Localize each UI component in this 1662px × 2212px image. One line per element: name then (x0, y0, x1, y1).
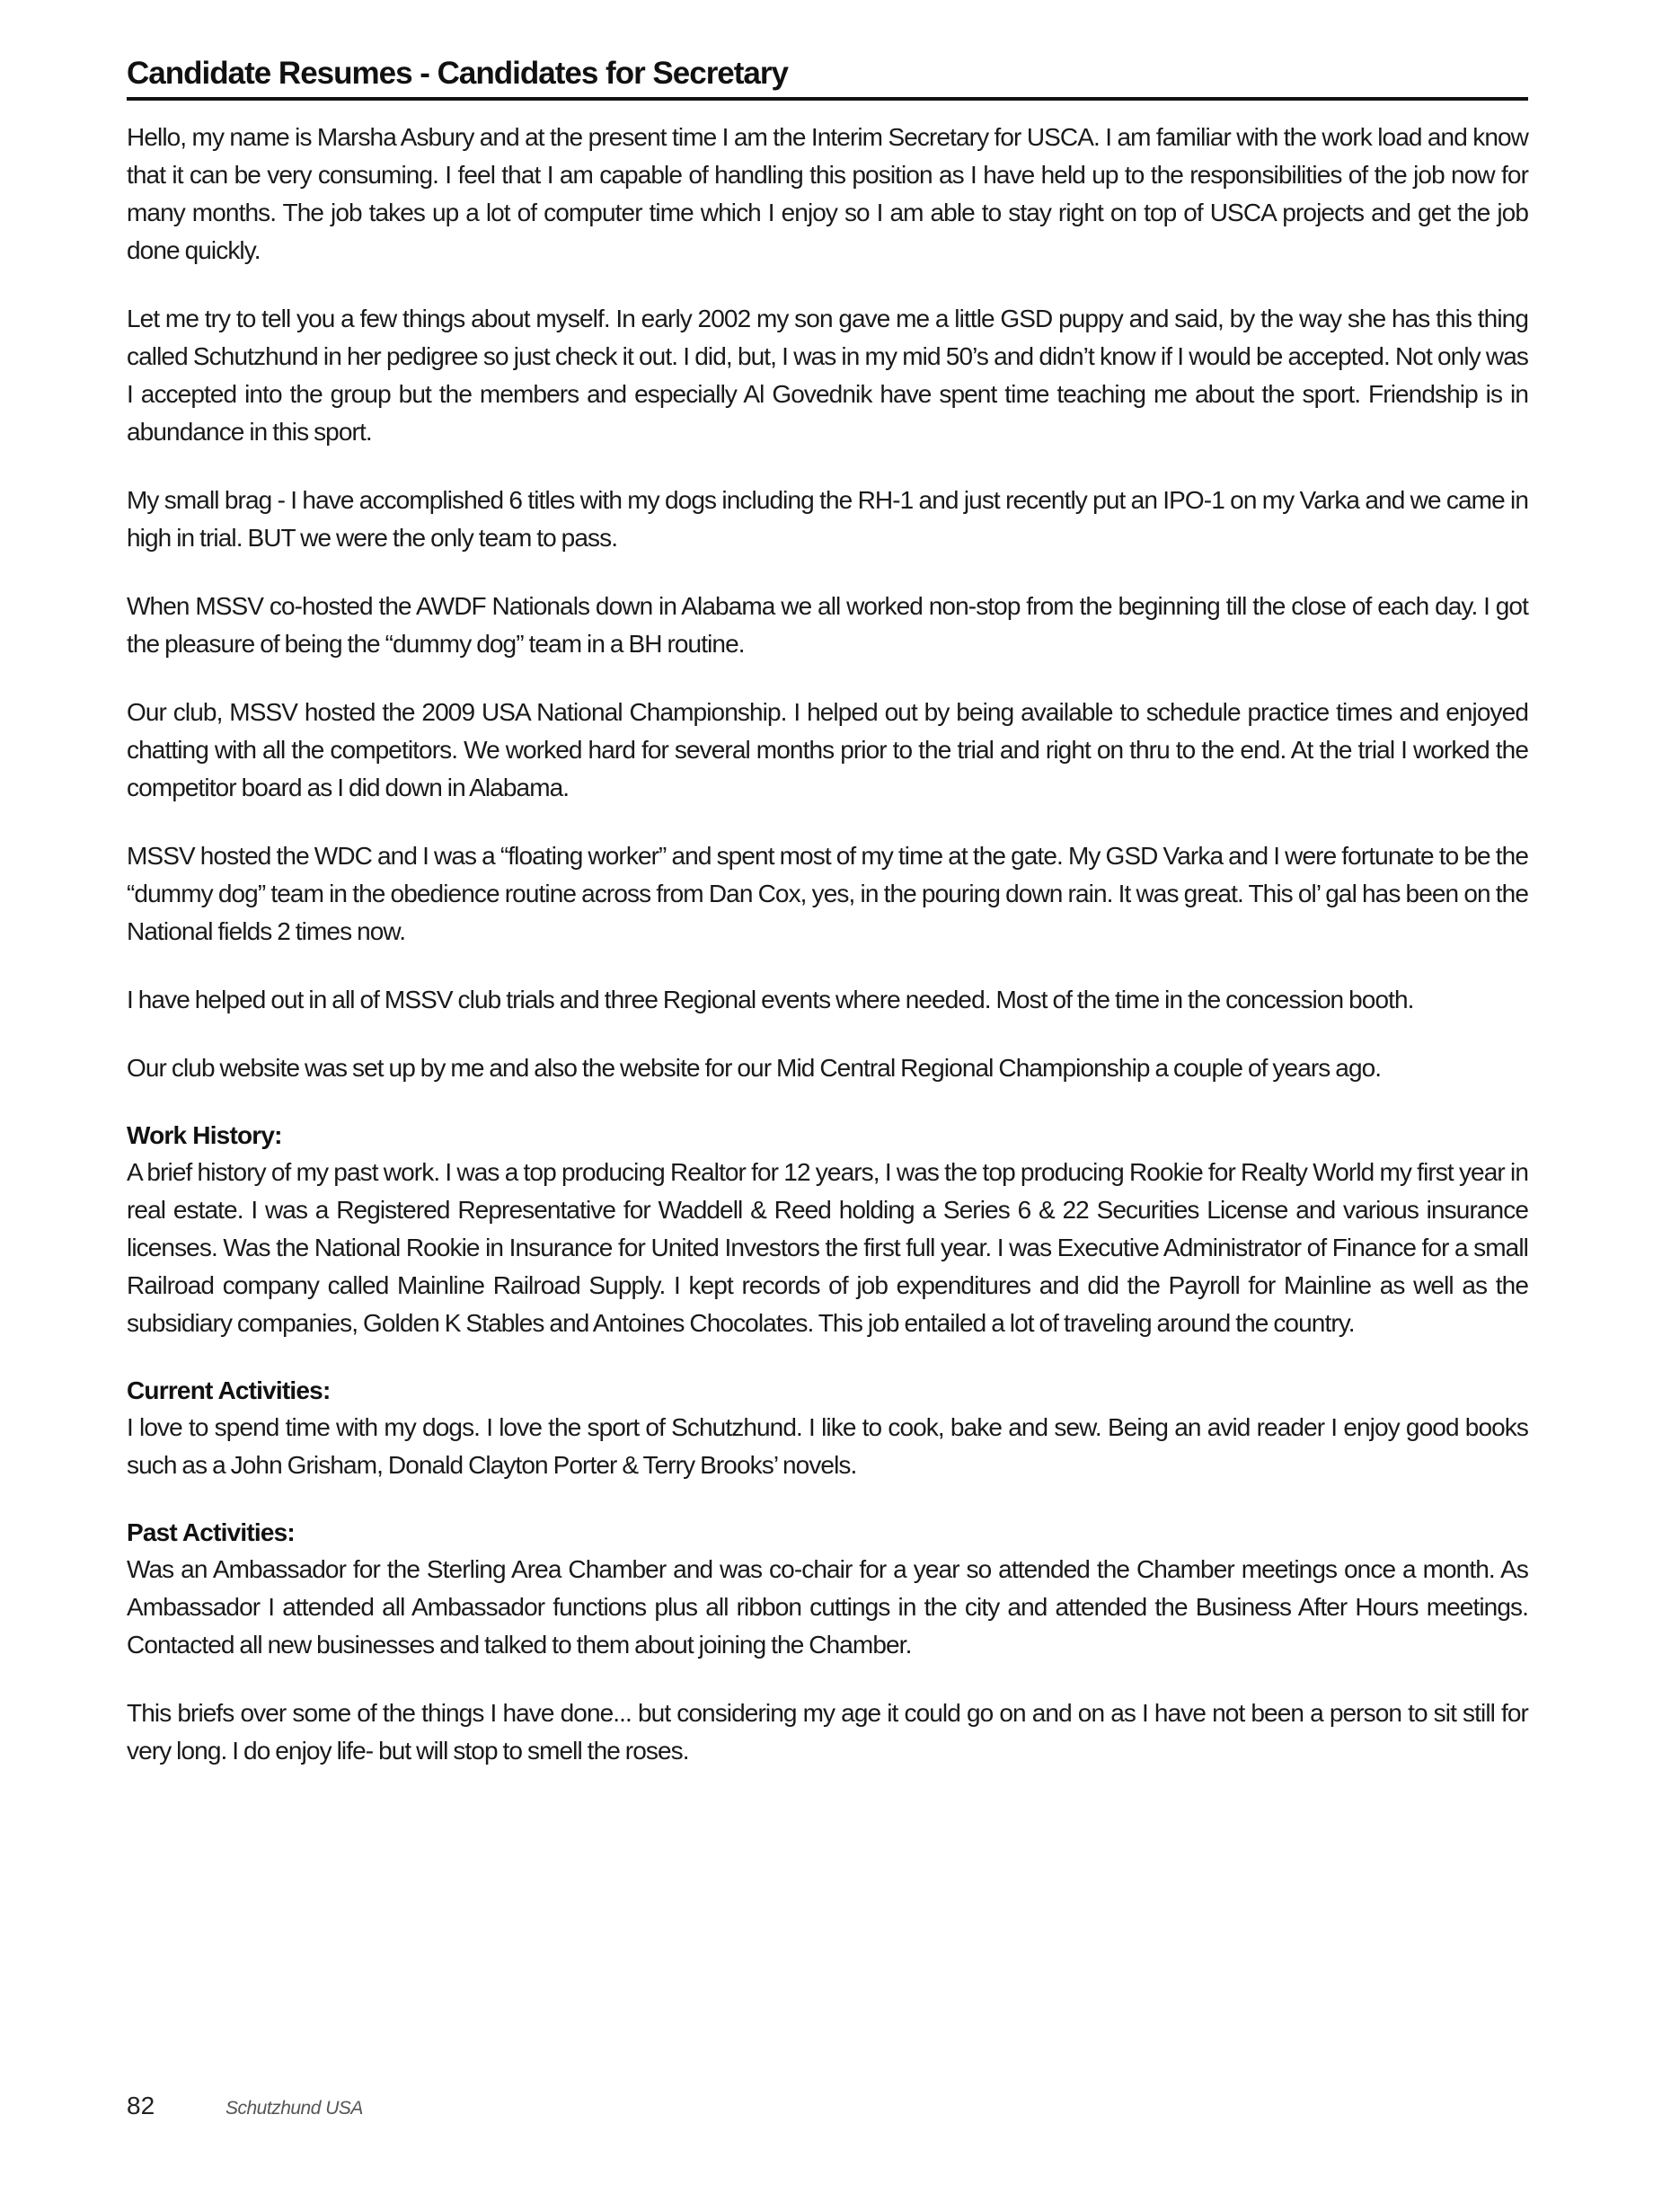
section-heading: Past Activities: (127, 1518, 295, 1546)
section-past-activities (127, 1515, 1528, 1664)
paragraph-brag: My small brag - I have accomplished 6 titles with my dogs including the RH-1 and just recently put an IPO-1 on my Varka and we came in high in trial. BUT we were the only team to pass. (127, 486, 1528, 552)
section-body: I love to spend time with my dogs. I love the sport of Schutzhund. I like to cook, bake and sew. Being an avid reader I enjoy good books such as a John Grisham, Donald Clayton Porter & Terry Brooks’ novels. (127, 1413, 1528, 1479)
section-body: A brief history of my past work. I was a top producing Realtor for 12 years, I was the top producing Rookie for Realty World my first year in real estate. I was a Registered Representative for Waddell & Reed holding a Series 6 & 22 Securities License and various insurance licenses. Was the National Rookie in Insurance for United Investors the first full year. I was Executive Administrator of Finance for a small Railroad company called Mainline Railroad Supply. I kept records of job expenditures and did the Payroll for Mainline as well as the subsidiary companies, Golden K Stables and Antoines Chocolates. This job entailed a lot of traveling around the country. (127, 1158, 1528, 1337)
paragraph-wdc: MSSV hosted the WDC and I was a “floating worker” and spent most of my time at the gate. My GSD Varka and I were fortunate to be the “dummy dog” team in the obedience routine across from Dan Cox, yes, in the pouring down rain. It was great. This ol’ gal has been on the National fields 2 times now. (127, 842, 1528, 945)
page-number: 82 (127, 2092, 155, 2119)
paragraph-website: Our club website was set up by me and also the website for our Mid Central Regional Championship a couple of years ago. (127, 1054, 1382, 1082)
title-rule (127, 97, 1528, 101)
section-heading: Work History: (127, 1121, 282, 1149)
paragraph-closing: This briefs over some of the things I have done... but considering my age it could go on and on as I have not been a person to sit still for very long. I do enjoy life- but will stop to smell the roses. (127, 1699, 1528, 1765)
paragraph-awdf: When MSSV co-hosted the AWDF Nationals down in Alabama we all worked non-stop from the beginning till the close of each day. I got the pleasure of being the “dummy dog” team in a BH routine. (127, 592, 1528, 658)
publication-name: Schutzhund USA (225, 2098, 363, 2119)
paragraph-about: Let me try to tell you a few things about myself. In early 2002 my son gave me a little GSD puppy and said, by the way she has this thing called Schutzhund in her pedigree so just check it out. I did, but, I was in my mid 50’s and didn’t know if I would be accepted. Not only was I accepted into the group but the members and especially Al Govednik have spent time teaching me about the sport. Friendship is in abundance in this sport. (127, 305, 1528, 446)
section-heading: Current Activities: (127, 1376, 331, 1404)
page-title: Candidate Resumes - Candidates for Secretary (127, 56, 788, 91)
paragraph-nationals: Our club, MSSV hosted the 2009 USA National Championship. I helped out by being available to schedule practice times and enjoyed chatting with all the competitors. We worked hard for several months prior to the trial and right on thru to the end. At the trial I worked the competitor board as I did down in Alabama. (127, 698, 1528, 801)
section-body: Was an Ambassador for the Sterling Area Chamber and was co-chair for a year so attended the Chamber meetings once a month. As Ambassador I attended all Ambassador functions plus all ribbon cuttings in the city and attended the Business After Hours meetings. Contacted all new businesses and talked to them about joining the Chamber. (127, 1555, 1528, 1659)
section-current-activities (127, 1373, 1528, 1484)
paragraph-trials: I have helped out in all of MSSV club trials and three Regional events where needed. Most of the time in the concession booth. (127, 986, 1414, 1013)
page-footer (127, 2092, 363, 2120)
paragraph-intro: Hello, my name is Marsha Asbury and at the present time I am the Interim Secretary for USCA. I am familiar with the work load and know that it can be very consuming. I feel that I am capable of handling this position as I have held up to the responsibilities of the job now for many months. The job takes up a lot of computer time which I enjoy so I am able to stay right on top of USCA projects and get the job done quickly. (127, 123, 1528, 264)
section-work-history (127, 1118, 1528, 1342)
document-page (127, 54, 1528, 1801)
